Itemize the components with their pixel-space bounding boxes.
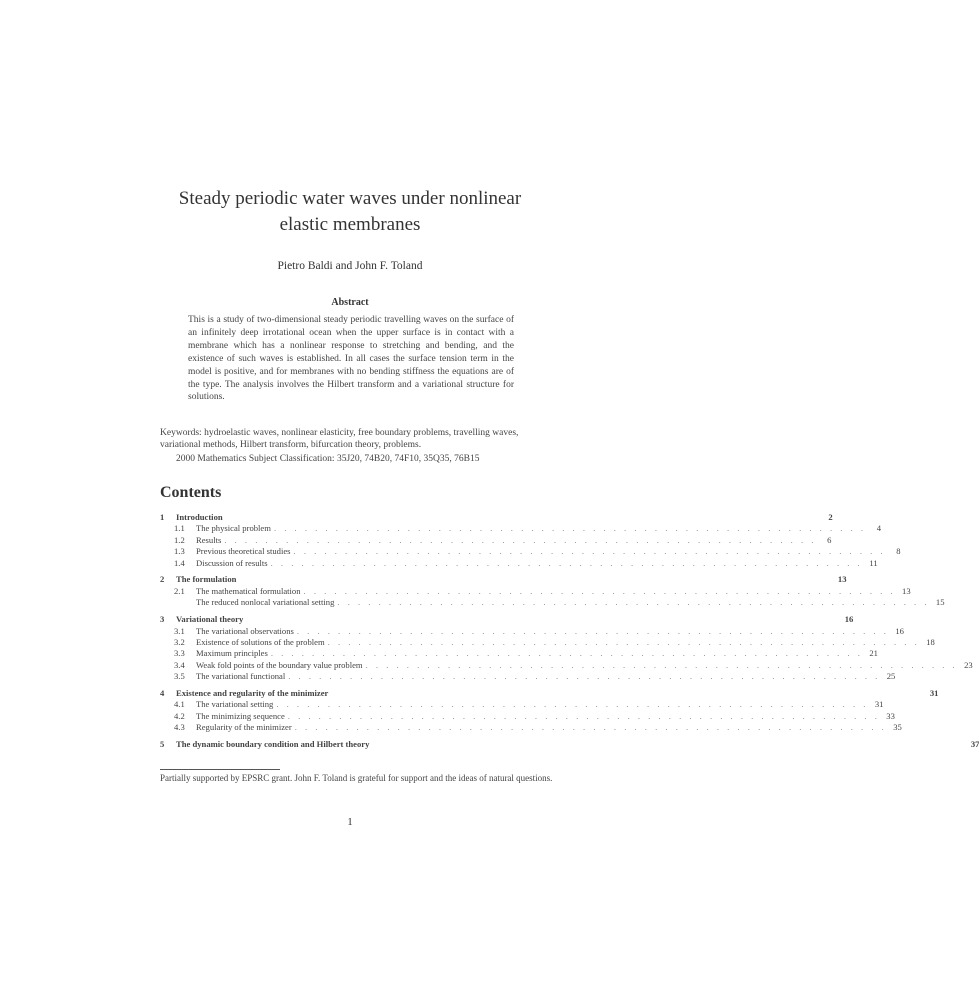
title-line-1: Steady periodic water waves under nonlinear [178, 188, 522, 209]
toc-entry-page: 31 [929, 687, 939, 698]
toc-entry-title: Previous theoretical studies [196, 546, 291, 557]
toc-entry-page: 35 [893, 722, 902, 733]
toc-entry-page: 11 [869, 557, 878, 568]
toc-leader-dots: . . . . . . . . . . . . . . . . . . . . . . . . . . . . . . . . . . . . . . . . . . . . . . . . . . . . . . . . . . [303, 585, 896, 596]
authors: Pietro Baldi and John F. Toland [277, 260, 423, 272]
toc-entry-title: The variational observations [196, 625, 294, 636]
toc-entry-page: 2 [828, 512, 833, 522]
toc-subsection-entry [160, 534, 832, 546]
subject-classification: 2000 Mathematics Subject Classification: 35J20, 74B20, 74F10, 35Q35, 76B15 [176, 454, 480, 464]
toc-entry-number: 1.3 [174, 546, 185, 557]
abstract-heading: Abstract [331, 297, 369, 308]
toc-entry-title: Variational theory [176, 614, 244, 625]
toc-entry-number: 3.3 [174, 648, 185, 659]
abstract-text: This is a study of two-dimensional steady periodic travelling waves on the surface of an infinitely deep irrotational ocean when the upper surface is in contact with a membrane which has a nonlinear response to stretching and bending, and the existence of such waves is established. In all cases the surface tension term in the model is positive, and for membranes with no bending stiffness the equations are of the type. The analysis involves the Hilbert transform and a variational structure for solutions. [188, 315, 514, 403]
toc-entry-page: 8 [896, 546, 901, 557]
toc-entry-page: 37 [970, 739, 979, 750]
toc-entry-title: Discussion of results [196, 557, 268, 568]
toc-subsection-entry [160, 699, 884, 710]
toc-subsection-entry [160, 659, 973, 671]
toc-subsection-entry [160, 671, 896, 682]
toc-entry-page: 25 [886, 671, 896, 682]
toc-entry-number: 1 [160, 512, 165, 522]
toc-entry-title: The minimizing sequence [196, 710, 285, 721]
toc-subsection-entry [160, 710, 895, 722]
toc-entry-number: 3.4 [174, 659, 185, 670]
toc-leader-dots: . . . . . . . . . . . . . . . . . . . . . . . . . . . . . . . . . . . . . . . . . . . . . . . . . . . . . . . . . . [270, 557, 863, 568]
toc-entry-title: Results [196, 534, 222, 545]
toc-leader-dots: . . . . . . . . . . . . . . . . . . . . . . . . . . . . . . . . . . . . . . . . . . . . . . . . . . . . . . . . . . [293, 546, 886, 557]
toc-entry-title: Existence of solutions of the problem [196, 636, 325, 647]
paper-title [150, 186, 550, 238]
toc-entry-title: The dynamic boundary condition and Hilbert theory [176, 739, 370, 750]
toc-leader-dots: . . . . . . . . . . . . . . . . . . . . . . . . . . . . . . . . . . . . . . . . . . . . . . . . . . . . . . . . . . [270, 648, 863, 659]
toc-entry-number: 3.1 [174, 625, 185, 636]
toc-leader-dots: . . . . . . . . . . . . . . . . . . . . . . . . . . . . . . . . . . . . . . . . . . . . . . . . . . . . . . . . . . [273, 523, 867, 534]
toc-entry-number: 2 [160, 574, 165, 585]
toc-entry-title: Maximum principles [196, 648, 268, 659]
title-line-2: elastic membranes [279, 214, 421, 235]
toc-entry-number: 3.2 [174, 636, 185, 647]
toc-entry-page: 33 [886, 710, 895, 721]
toc-entry-number: 1.2 [174, 534, 185, 545]
toc-section-entry [160, 614, 854, 625]
toc-entry-page: 23 [964, 659, 973, 670]
footnote: Partially supported by EPSRC grant. John F. Toland is grateful for support and the ideas of natural questions. [160, 773, 553, 783]
toc-entry-number: 4.2 [174, 710, 185, 721]
toc-leader-dots: . . . . . . . . . . . . . . . . . . . . . . . . . . . . . . . . . . . . . . . . . . . . . . . . . . . . . . . . . . [287, 710, 880, 721]
toc-entry-number: 4 [160, 687, 165, 698]
table-of-contents [160, 512, 979, 750]
toc-entry-title: Introduction [176, 512, 223, 522]
toc-entry-number: 1.4 [174, 557, 185, 568]
toc-entry-title: The mathematical formulation [196, 585, 301, 596]
footnote-rule [160, 769, 280, 770]
toc-subsection-entry [160, 636, 935, 648]
keywords: Keywords: hydroelastic waves, nonlinear elasticity, free boundary problems, travelling waves, variational methods, Hilbert transform, bifurcation theory, problems. [160, 428, 519, 450]
toc-subsection-entry [160, 585, 911, 597]
toc-section-entry [160, 739, 979, 750]
toc-leader-dots: . . . . . . . . . . . . . . . . . . . . . . . . . . . . . . . . . . . . . . . . . . . . . . . . . . . . . . . . . . [327, 636, 920, 647]
toc-leader-dots: . . . . . . . . . . . . . . . . . . . . . . . . . . . . . . . . . . . . . . . . . . . . . . . . . . . . . . . . . . [288, 671, 881, 682]
toc-subsection-entry [160, 648, 878, 659]
toc-entry-number: 4.1 [174, 699, 185, 710]
toc-section-entry [160, 574, 847, 585]
contents-heading: Contents [160, 484, 222, 501]
toc-entry-page: 16 [895, 625, 904, 636]
toc-entry-page: 16 [844, 614, 854, 625]
toc-entry-number: 3.5 [174, 671, 185, 682]
toc-entry-page: 6 [827, 534, 832, 545]
toc-leader-dots: . . . . . . . . . . . . . . . . . . . . . . . . . . . . . . . . . . . . . . . . . . . . . . . . . . . . . . . . . . [337, 597, 930, 608]
toc-entry-number: 4.3 [174, 722, 185, 733]
toc-leader-dots: . . . . . . . . . . . . . . . . . . . . . . . . . . . . . . . . . . . . . . . . . . . . . . . . . . . . . . . . . . [224, 534, 817, 545]
toc-subsection-entry [160, 523, 882, 534]
toc-entry-title: Regularity of the minimizer [196, 722, 292, 733]
toc-entry-title: The physical problem [196, 523, 271, 534]
toc-entry-title: The variational setting [196, 699, 274, 710]
toc-subsection-entry [160, 557, 878, 569]
toc-entry-title: The formulation [176, 574, 237, 585]
toc-entry-page: 4 [876, 523, 882, 534]
toc-entry-title: The variational functional [196, 671, 286, 682]
toc-entry-title: The reduced nonlocal variational setting [196, 597, 335, 608]
toc-subsection-entry [160, 546, 901, 557]
toc-entry-page: 18 [926, 636, 935, 647]
toc-subsection-entry [160, 597, 945, 608]
toc-entry-title: Weak fold points of the boundary value problem [196, 659, 363, 670]
toc-entry-number: 3 [160, 614, 165, 625]
toc-section-entry [160, 512, 833, 523]
toc-entry-page: 13 [902, 585, 911, 596]
toc-subsection-entry [160, 625, 904, 637]
page-number: 1 [347, 816, 353, 828]
toc-entry-page: 15 [935, 597, 945, 608]
toc-entry-title: Existence and regularity of the minimizer [176, 687, 329, 698]
toc-section-entry [160, 687, 939, 699]
toc-entry-number: 5 [160, 739, 165, 750]
toc-leader-dots: . . . . . . . . . . . . . . . . . . . . . . . . . . . . . . . . . . . . . . . . . . . . . . . . . . . . . . . . . . [296, 625, 889, 636]
toc-leader-dots: . . . . . . . . . . . . . . . . . . . . . . . . . . . . . . . . . . . . . . . . . . . . . . . . . . . . . . . . . . [294, 722, 887, 733]
toc-entry-page: 21 [869, 648, 878, 659]
toc-leader-dots: . . . . . . . . . . . . . . . . . . . . . . . . . . . . . . . . . . . . . . . . . . . . . . . . . . . . . . . . . . [365, 659, 958, 670]
toc-leader-dots: . . . . . . . . . . . . . . . . . . . . . . . . . . . . . . . . . . . . . . . . . . . . . . . . . . . . . . . . . . [276, 699, 869, 710]
toc-entry-page: 31 [874, 699, 884, 710]
toc-entry-number: 2.1 [174, 585, 185, 596]
toc-entry-page: 13 [837, 574, 847, 585]
toc-subsection-entry [160, 722, 902, 733]
toc-entry-number: 1.1 [174, 523, 185, 534]
